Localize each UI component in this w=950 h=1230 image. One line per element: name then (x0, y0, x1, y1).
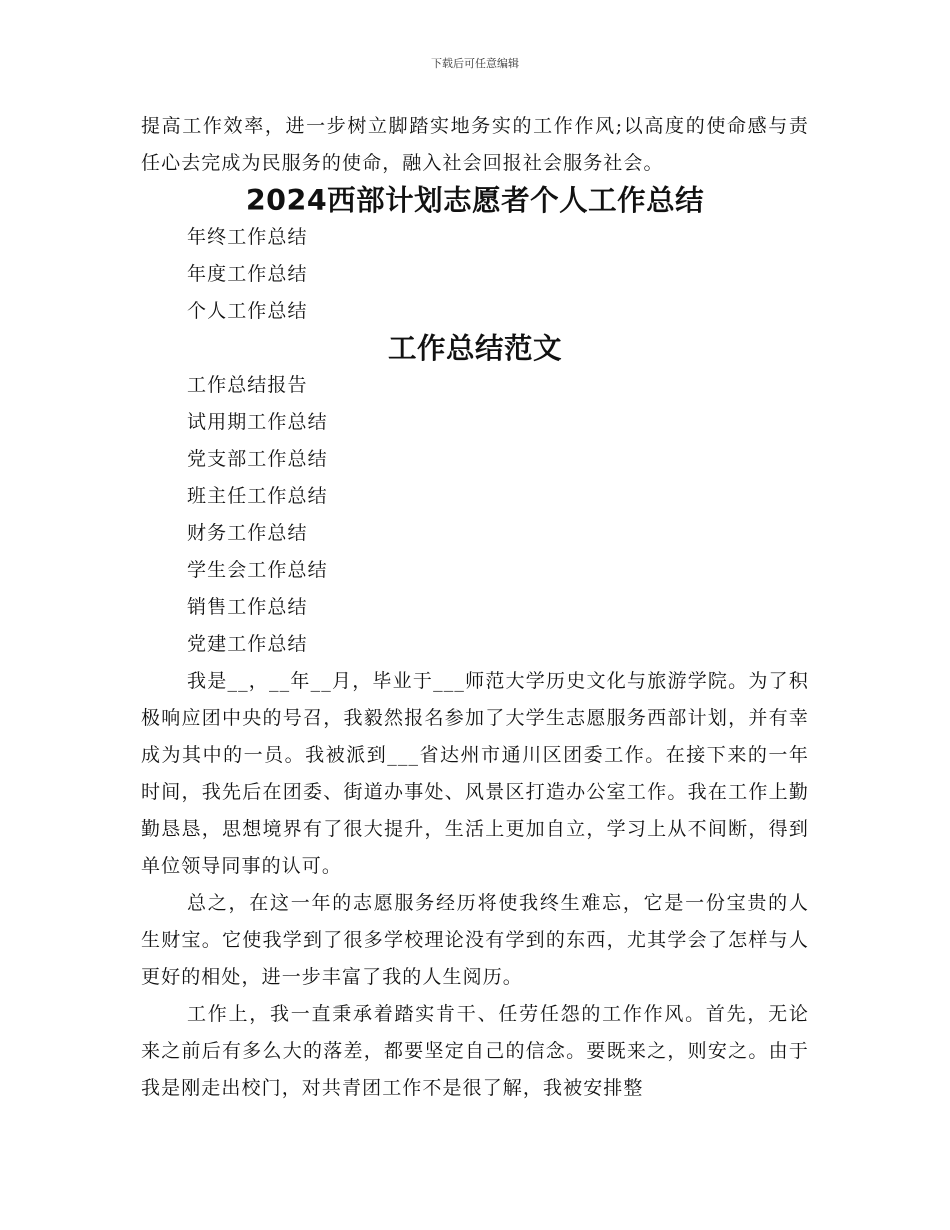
body-paragraph: 我是__，__年__月，毕业于___师范大学历史文化与旅游学院。为了积极响应团中央的号召，我毅然报名参加了大学生志愿服务西部计划，并有幸成为其中的一员。我被派到___省达州市通川区团委工作。在接下来的一年时间，我先后在团委、街道办事处、风景区打造办公室工作。我在工作上勤勤恳恳，思想境界有了很大提升，生活上更加自立，学习上从不间断，得到单位领导同事的认可。 (141, 670, 809, 877)
sample-link-party-building-summary[interactable]: 党建工作总结 (187, 633, 308, 655)
body-paragraph: 总之，在这一年的志愿服务经历将使我终生难忘，它是一份宝贵的人生财宝。它使我学到了很多学校理论没有学到的东西，尤其学会了怎样与人更好的相处，进一步丰富了我的人生阅历。 (141, 892, 809, 988)
document-body (141, 108, 809, 1107)
page-header-note: 下载后可任意编辑 (431, 57, 519, 70)
sample-link-head-teacher-summary[interactable]: 班主任工作总结 (187, 485, 328, 507)
sample-link-summary-report[interactable]: 工作总结报告 (187, 374, 308, 396)
related-link-year-end-summary[interactable]: 年终工作总结 (187, 226, 308, 248)
intro-paragraph: 提高工作效率，进一步树立脚踏实地务实的工作作风;以高度的使命感与责任心去完成为民服务的使命，融入社会回报社会服务社会。 (141, 115, 809, 174)
body-paragraph: 工作上，我一直秉承着踏实肯干、任劳任怨的工作作风。首先，无论来之前后有多么大的落差，都要坚定自己的信念。要既来之，则安之。由于我是刚走出校门，对共青团工作不是很了解，我被安排整 (141, 1003, 809, 1099)
related-links-list (141, 219, 809, 330)
sample-link-student-union-summary[interactable]: 学生会工作总结 (187, 559, 328, 581)
related-link-annual-summary[interactable]: 年度工作总结 (187, 263, 308, 285)
sample-links-list (141, 367, 809, 663)
sample-link-probation-summary[interactable]: 试用期工作总结 (187, 411, 328, 433)
sample-link-sales-summary[interactable]: 销售工作总结 (187, 596, 308, 618)
sample-link-party-branch-summary[interactable]: 党支部工作总结 (187, 448, 328, 470)
sample-link-finance-summary[interactable]: 财务工作总结 (187, 522, 308, 544)
section-title-samples: 工作总结范文 (387, 332, 562, 365)
related-link-personal-summary[interactable]: 个人工作总结 (187, 300, 308, 322)
document-title: 2024西部计划志愿者个人工作总结 (245, 184, 705, 217)
